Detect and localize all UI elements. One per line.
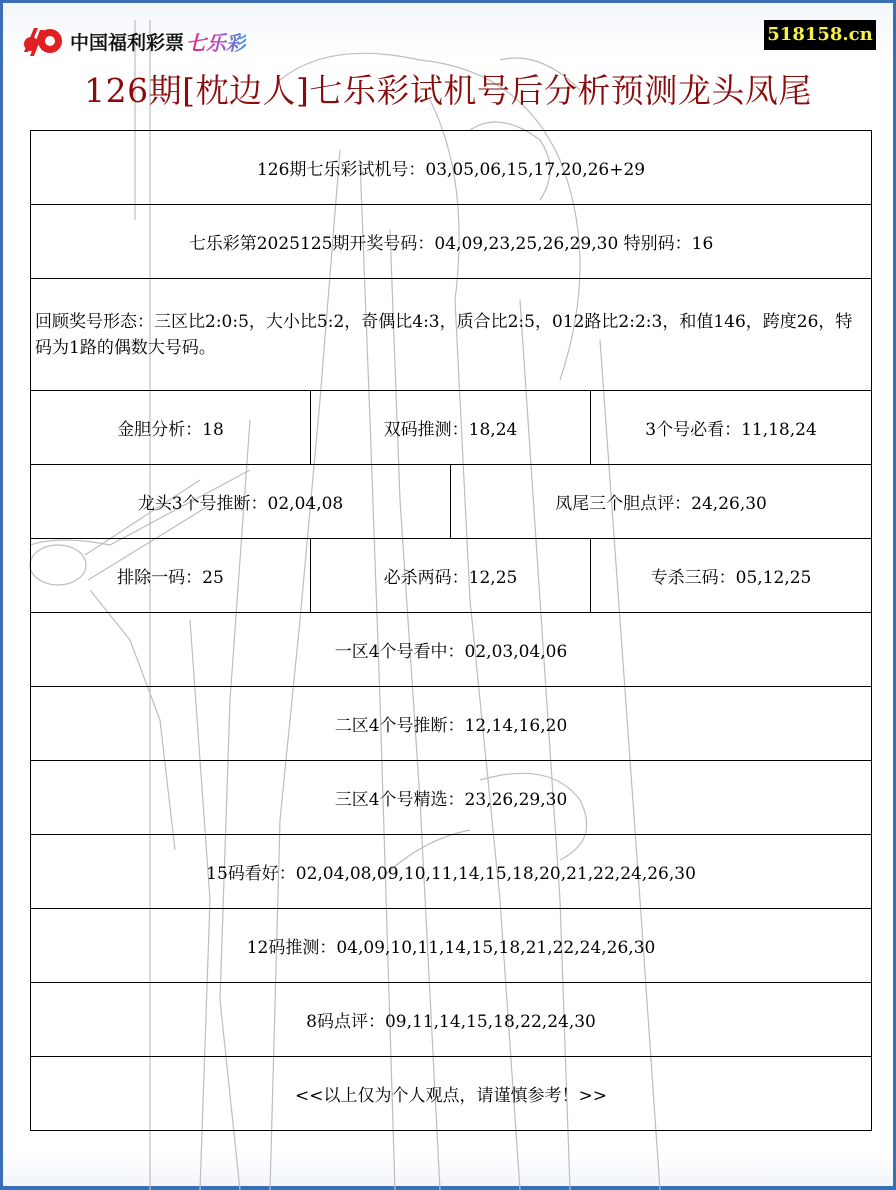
draw-result-cell: 七乐彩第2025125期开奖号码：04,09,23,25,26,29,30 特别码：16: [31, 205, 872, 279]
table-row: [31, 465, 872, 539]
prediction-table: [30, 130, 872, 1131]
review-cell: 回顾奖号形态：三区比2:0:5，大小比5:2，奇偶比4:3，质合比2:5，012路比2:2:3，和值146，跨度26，特码为1路的偶数大号码。: [31, 279, 872, 391]
pick12-cell: 12码推测：04,09,10,11,14,15,18,21,22,24,26,30: [31, 909, 872, 983]
pick15-cell: 15码看好：02,04,08,09,10,11,14,15,18,20,21,22,24,26,30: [31, 835, 872, 909]
table-row: [31, 131, 872, 205]
exclude-one-cell: 排除一码：25: [31, 539, 311, 613]
table-row: [31, 279, 872, 391]
page-title: 126期[枕边人]七乐彩试机号后分析预测龙头凤尾: [84, 71, 812, 110]
table-row: [31, 687, 872, 761]
logo-brand-name: 七乐彩: [186, 27, 246, 56]
logo-text: 中国福利彩票: [70, 31, 185, 54]
zone3-cell: 三区4个号精选：23,26,29,30: [31, 761, 872, 835]
table-row: [31, 391, 872, 465]
three-must-see-cell: 3个号必看：11,18,24: [591, 391, 872, 465]
table-row: [31, 539, 872, 613]
pick8-cell: 8码点评：09,11,14,15,18,22,24,30: [31, 983, 872, 1057]
lottery-logo: [20, 24, 246, 58]
zone2-cell: 二区4个号推断：12,14,16,20: [31, 687, 872, 761]
double-code-cell: 双码推测：18,24: [311, 391, 591, 465]
table-row: [31, 909, 872, 983]
kill-three-cell: 专杀三码：05,12,25: [591, 539, 872, 613]
table-row: [31, 1057, 872, 1131]
zone1-cell: 一区4个号看中：02,03,04,06: [31, 613, 872, 687]
table-row: [31, 205, 872, 279]
table-row: [31, 613, 872, 687]
gold-bile-cell: 金胆分析：18: [31, 391, 311, 465]
phoenix-tail-cell: 凤尾三个胆点评：24,26,30: [451, 465, 872, 539]
table-row: [31, 983, 872, 1057]
table-row: [31, 761, 872, 835]
table-row: [31, 835, 872, 909]
disclaimer-cell: <<以上仅为个人观点，请谨慎参考！>>: [31, 1057, 872, 1131]
kill-two-cell: 必杀两码：12,25: [311, 539, 591, 613]
dragon-head-cell: 龙头3个号推断：02,04,08: [31, 465, 451, 539]
trial-numbers-cell: 126期七乐彩试机号：03,05,06,15,17,20,26+29: [31, 131, 872, 205]
welfare-lottery-logo-icon: [20, 24, 68, 58]
site-badge[interactable]: 518158.cn: [764, 20, 876, 50]
